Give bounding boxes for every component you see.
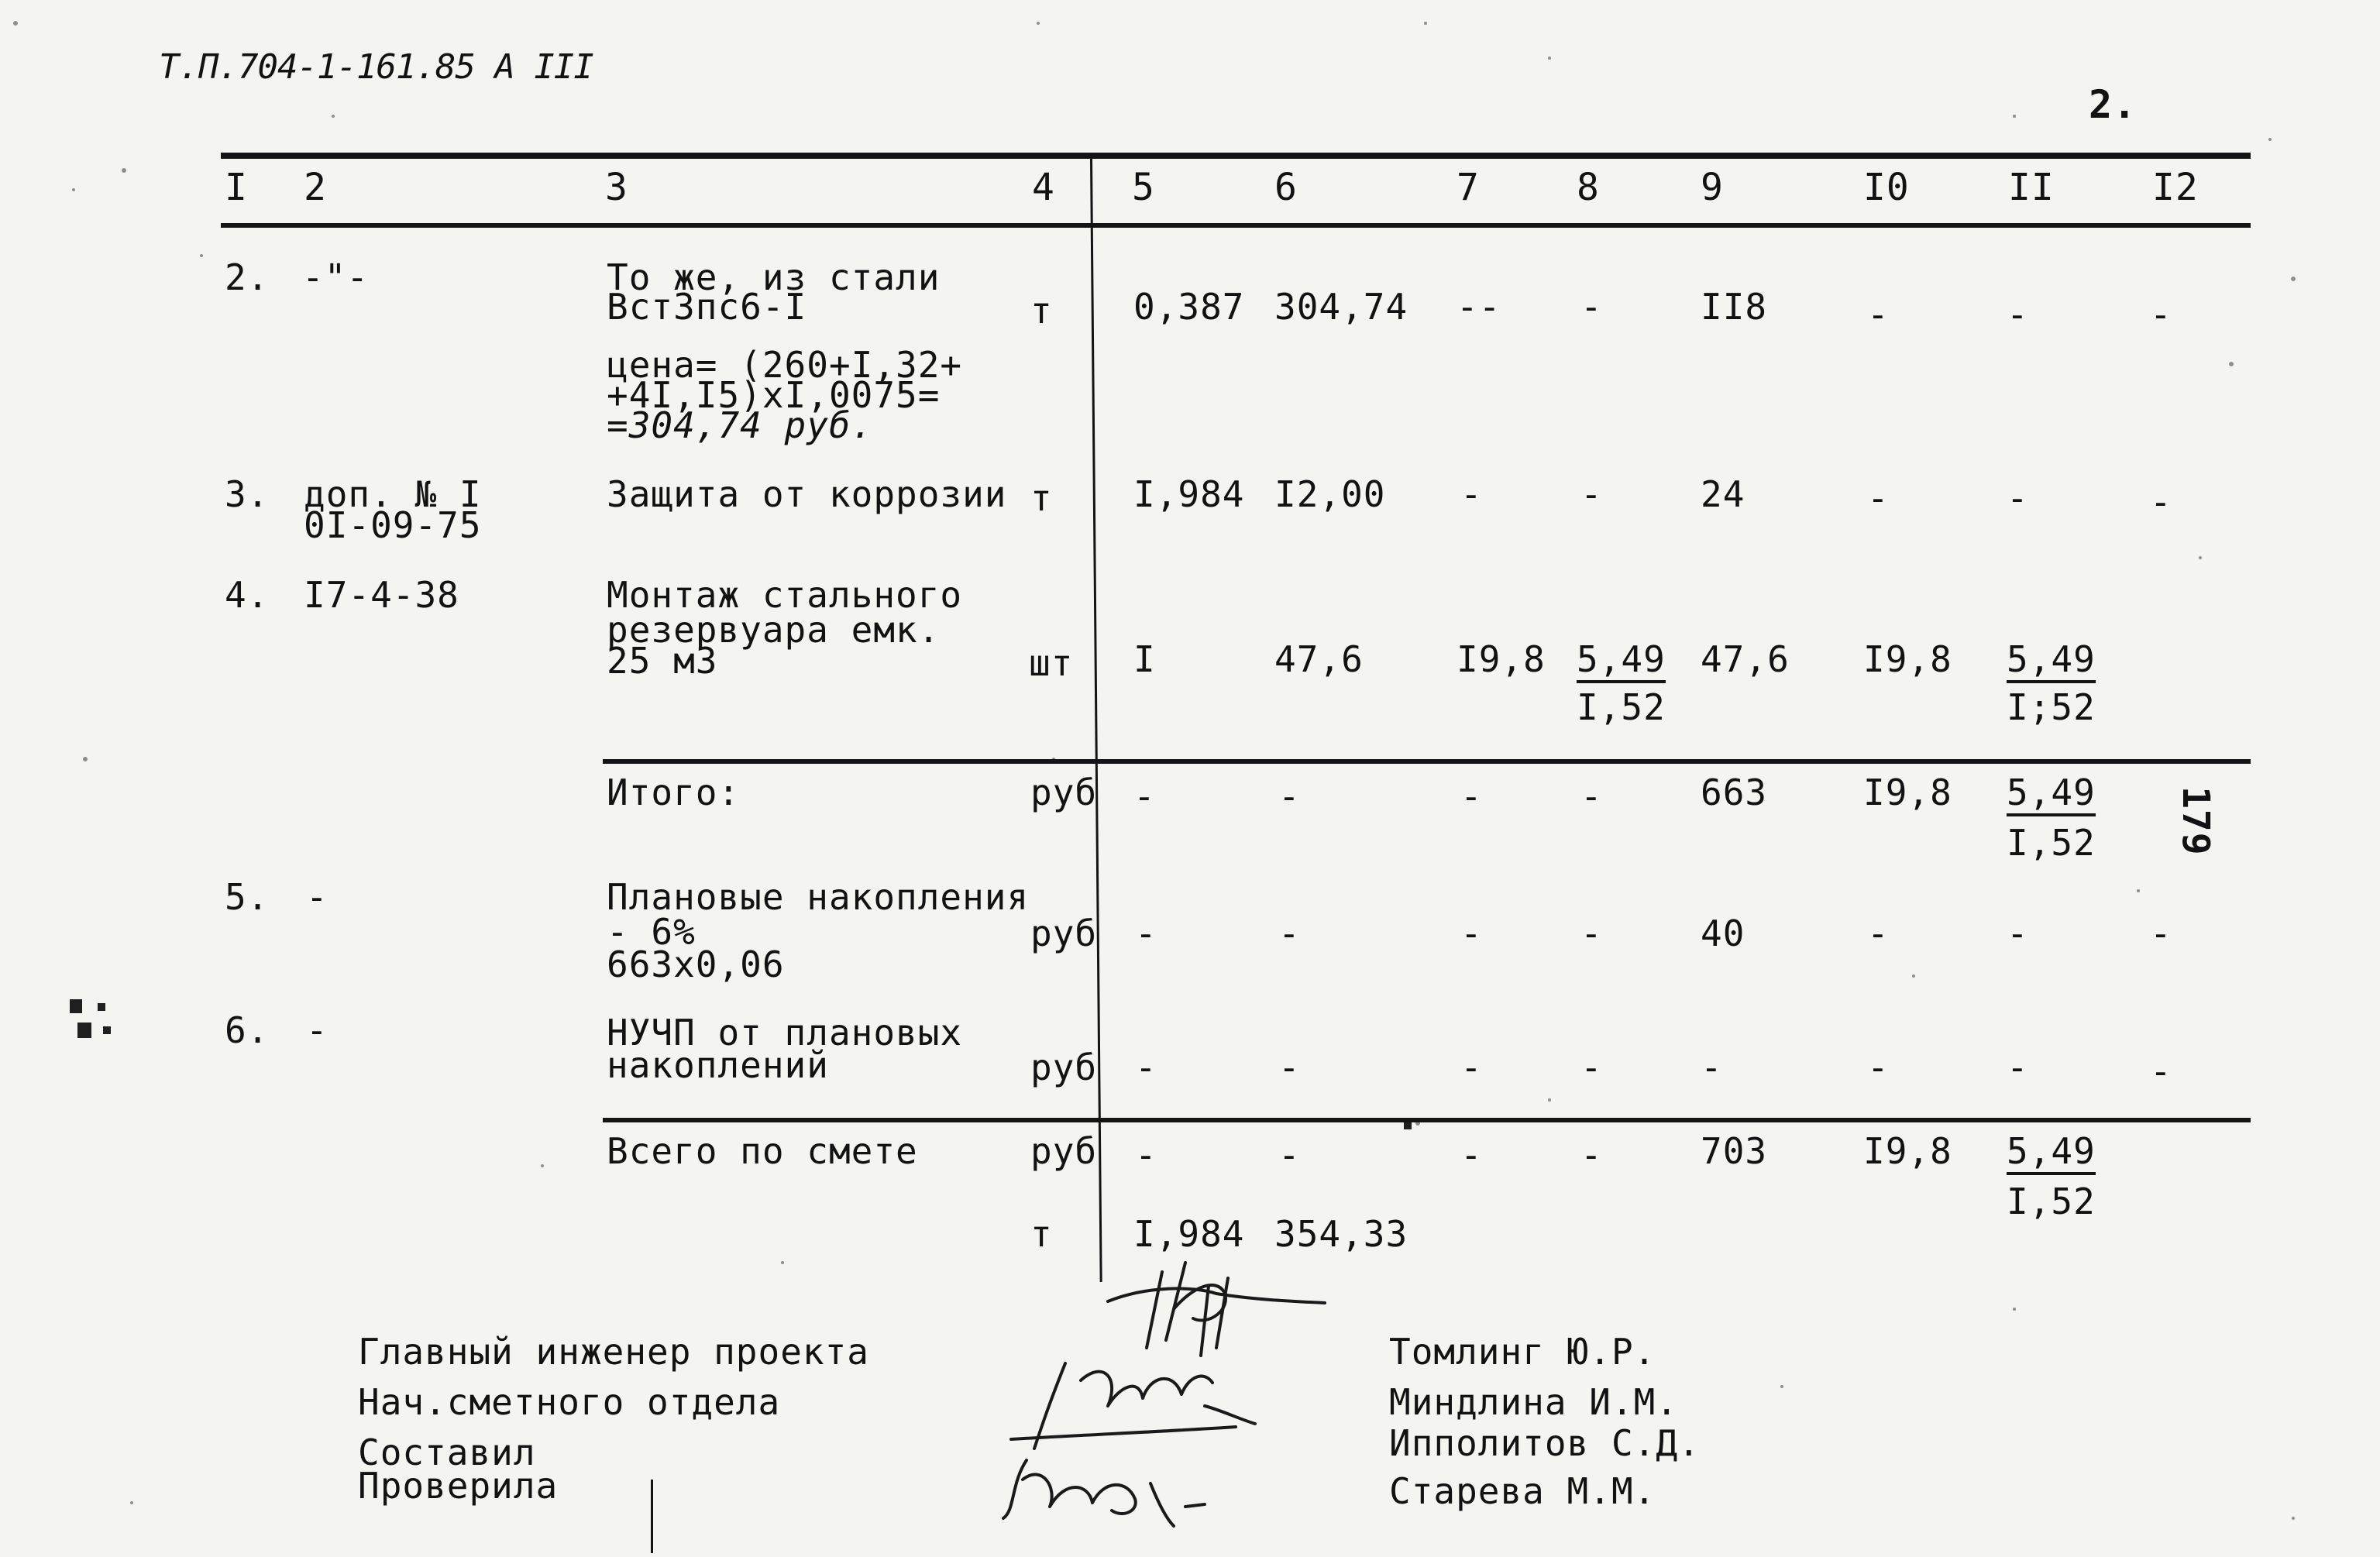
row-col-12: - (2150, 1050, 2172, 1092)
subtotal-rule (603, 759, 2251, 764)
price-note-line-2: +4I,I5)xI,0075= (607, 374, 941, 416)
row-description-line-3: 663x0,06 (607, 943, 785, 985)
row-col-8: - (1580, 775, 1603, 817)
row-col-10: I9,8 (1863, 1130, 1952, 1172)
row-description-line-2: накоплений (607, 1044, 829, 1086)
row-number: 4. (225, 574, 270, 616)
row-fraction-top: 5,49 (2007, 641, 2096, 683)
row-reference: - (306, 1009, 328, 1051)
row-total: II8 (1701, 286, 1768, 328)
row-col-10: - (1867, 294, 1890, 335)
row-fraction-top: 5,49 (2007, 775, 2096, 816)
page-number: 2. (2089, 82, 2138, 127)
row-reference: -"- (302, 256, 370, 298)
table-header-8: 8 (1577, 166, 1600, 209)
row-fraction-bottom: I,52 (2007, 1181, 2096, 1222)
row-col-11: - (2007, 913, 2029, 954)
row-unit-price: I2,00 (1274, 473, 1386, 515)
table-header-10: I0 (1863, 166, 1910, 209)
row-unit: руб (1030, 1047, 1098, 1088)
row-fraction-top: 5,49 (2007, 1133, 2096, 1175)
row-col-12: - (2150, 294, 2172, 335)
row-description: Итого: (607, 772, 741, 813)
row-col-8: - (1580, 1134, 1603, 1176)
table-top-rule (221, 153, 2251, 159)
row-col-6: - (1278, 775, 1301, 817)
row-col-10: - (1867, 1047, 1890, 1088)
row-col-5: - (1135, 913, 1157, 954)
row-col-8: - (1580, 286, 1603, 328)
handwritten-signature (996, 1449, 1228, 1534)
row-col-7: - (1460, 1134, 1483, 1176)
row-total: 663 (1701, 772, 1768, 813)
signature-label: Составил (358, 1432, 536, 1473)
row-quantity: I (1133, 638, 1156, 680)
row-col-7: -- (1457, 286, 1501, 328)
row-col-8: - (1580, 1047, 1603, 1088)
row-unit: т (1030, 290, 1053, 332)
row-col-5: - (1135, 1047, 1157, 1088)
row-description-line-1: То же, из стали (607, 256, 941, 298)
table-header-6: 6 (1274, 166, 1298, 209)
row-col-12: - (2150, 913, 2172, 954)
row-col-10: - (1867, 477, 1890, 519)
row-description-line-2: резервуара емк. (607, 609, 941, 651)
row-col-11: - (2007, 1047, 2029, 1088)
row-reference: - (306, 876, 328, 918)
row-fraction-bottom: I,52 (2007, 822, 2096, 864)
price-note-line-1: цена= (260+I,32+ (607, 344, 963, 386)
row-description: Всего по смете (607, 1130, 918, 1172)
row-col-11: - (2007, 477, 2029, 519)
row-description-line-1: Монтаж стального (607, 574, 963, 616)
row-total: - (1701, 1047, 1723, 1088)
table-header-7: 7 (1457, 166, 1480, 209)
table-header-4: 4 (1032, 166, 1055, 209)
row-reference: I7-4-38 (304, 574, 459, 616)
row-col-5: - (1133, 775, 1156, 817)
row-col-6: - (1278, 1134, 1301, 1176)
row-unit: шт (1029, 642, 1074, 684)
row-col-10: I9,8 (1863, 638, 1952, 680)
margin-mark (651, 1480, 653, 1553)
row-total: 47,6 (1701, 638, 1790, 680)
table-header-3: 3 (605, 166, 628, 209)
row-fraction-top: 5,49 (1577, 641, 1666, 683)
row-description-line-1: НУЧП от плановых (607, 1012, 963, 1053)
row-col-7: - (1460, 473, 1483, 515)
row-col-8: - (1580, 473, 1603, 515)
signature-label: Проверила (358, 1465, 559, 1507)
row-number: 2. (225, 256, 270, 298)
row-unit-price: 47,6 (1274, 638, 1364, 680)
row-col-7: I9,8 (1457, 638, 1546, 680)
row-fraction-bottom: I,52 (1577, 686, 1666, 728)
table-header-12: I2 (2152, 166, 2199, 209)
signatory-name: Старева М.М. (1389, 1470, 1656, 1512)
price-note-line-3: =304,74 руб. (607, 404, 874, 446)
row-reference-line-2: 0I-09-75 (304, 504, 482, 546)
row-unit: руб (1030, 913, 1098, 954)
handwritten-signature (996, 1348, 1305, 1456)
row-unit-secondary: т (1030, 1213, 1053, 1255)
column-divider (1090, 159, 1102, 1282)
row-number: 5. (225, 876, 270, 918)
signatory-name: Ипполитов С.Д. (1389, 1422, 1701, 1464)
row-quantity: I,984 (1133, 473, 1245, 515)
row-description-line-1: Плановые накопления (607, 876, 1030, 918)
row-description-line-2: - 6% (607, 911, 696, 953)
row-fraction-bottom: I;52 (2007, 686, 2096, 728)
row-number: 6. (225, 1009, 270, 1051)
row-col-8: - (1580, 913, 1603, 954)
row-unit: т (1030, 477, 1053, 519)
row-col-7: - (1460, 913, 1483, 954)
table-header-9: 9 (1701, 166, 1724, 209)
side-page-number: 179 (2174, 786, 2217, 856)
signatory-name: Миндлина И.М. (1389, 1381, 1679, 1423)
table-header-rule (221, 223, 2251, 228)
document-code: Т.П.704-1-161.85 А III (159, 47, 593, 87)
row-total: 24 (1701, 473, 1745, 515)
row-col-11: - (2007, 294, 2029, 335)
row-description: Защита от коррозии (607, 473, 1007, 515)
handwritten-signature (1092, 1255, 1340, 1363)
row-total: 40 (1701, 913, 1745, 954)
signature-label: Нач.сметного отдела (358, 1381, 781, 1423)
row-quantity: I,984 (1133, 1213, 1245, 1255)
row-col-5: - (1135, 1134, 1157, 1176)
signature-label: Главный инженер проекта (358, 1331, 869, 1373)
row-col-7: - (1460, 1047, 1483, 1088)
row-col-6: - (1278, 913, 1301, 954)
signatory-name: Томлинг Ю.Р. (1389, 1331, 1656, 1373)
table-header-11: II (2008, 166, 2055, 209)
row-unit: руб (1030, 1130, 1098, 1172)
table-header-1: I (225, 166, 248, 209)
row-description-line-2: ВстЗпс6-I (607, 286, 807, 328)
row-unit: руб (1030, 772, 1098, 813)
row-unit-price: 354,33 (1274, 1213, 1408, 1255)
row-col-10: I9,8 (1863, 772, 1952, 813)
row-reference-line-1: доп. № I (304, 473, 482, 515)
row-number: 3. (225, 473, 270, 515)
table-header-5: 5 (1132, 166, 1155, 209)
row-col-6: - (1278, 1047, 1301, 1088)
row-description-line-3: 25 м3 (607, 640, 718, 682)
row-col-12: - (2150, 481, 2172, 523)
row-quantity: 0,387 (1133, 286, 1245, 328)
row-total: 703 (1701, 1130, 1768, 1172)
row-col-7: - (1460, 775, 1483, 817)
table-header-2: 2 (304, 166, 327, 209)
total-rule (603, 1118, 2251, 1122)
row-unit-price: 304,74 (1274, 286, 1408, 328)
row-col-10: - (1867, 913, 1890, 954)
